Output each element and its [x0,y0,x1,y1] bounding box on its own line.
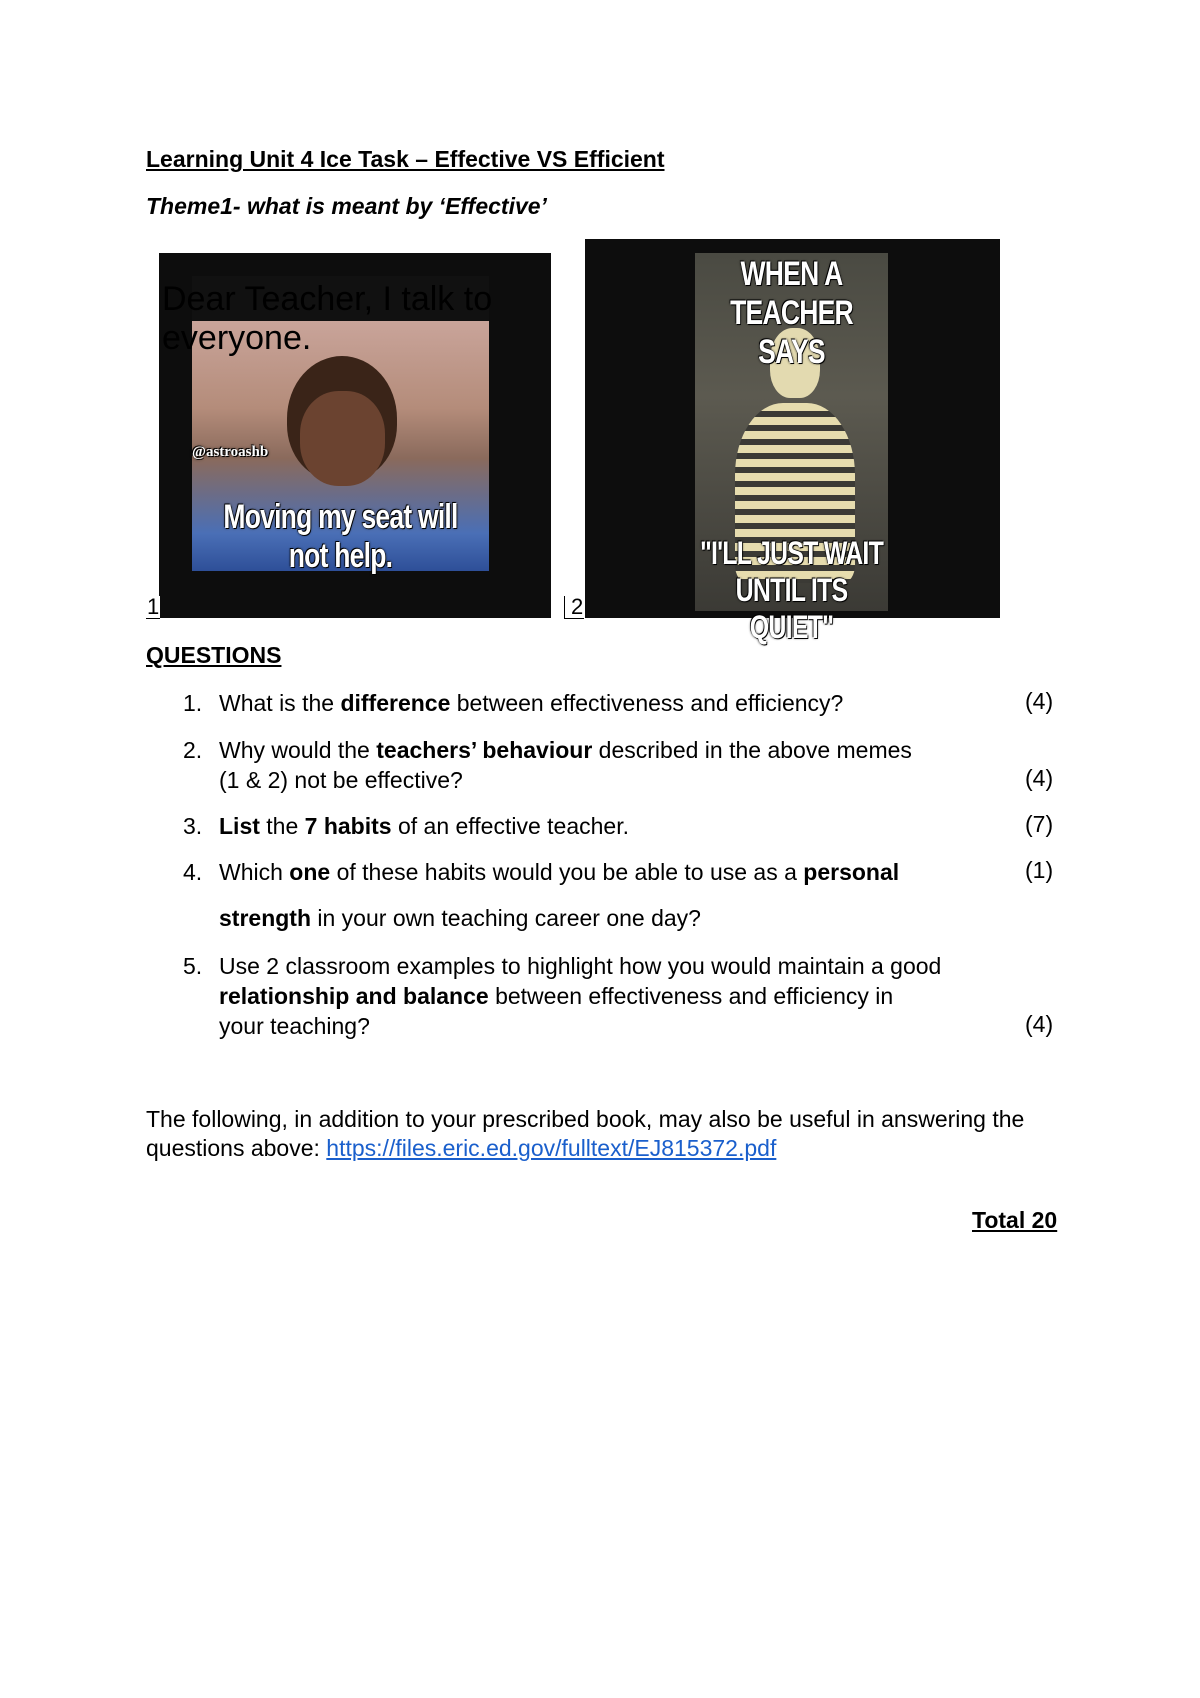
q-text: your teaching? [219,1013,370,1039]
question-2-mark: (4) [1025,765,1054,791]
meme-image-1 [159,253,551,618]
meme-1-watermark: @astroashb [192,444,269,460]
q-text: Use 2 classroom examples to highlight how you would maintain a good [219,953,942,979]
meme-1-bottom-text: Moving my seat will not help. [223,498,458,576]
q-emphasis: List [219,813,260,839]
meme-2-bottom-text: "I'LL JUST WAIT UNTIL ITS QUIET" [699,535,884,645]
question-number: 4. [183,859,203,885]
question-1-mark: (4) [1025,688,1054,714]
q-text: of these habits would you be able to use as a [330,859,804,885]
meme-1-top-text: Dear Teacher, I talk to everyone. [162,280,493,357]
question-number: 5. [183,953,203,979]
meme-2-number: 2 [564,596,584,619]
q-text: between effectiveness and efficiency? [450,690,844,716]
question-5-mark: (4) [1025,1011,1054,1037]
q-emphasis: strength [219,905,311,931]
q-emphasis: 7 habits [304,813,392,839]
q-text: between effectiveness and efficiency in [488,983,894,1009]
q-emphasis: relationship and balance [219,983,489,1009]
q-emphasis: teachers’ behaviour [376,737,593,763]
question-4-mark: (1) [1025,857,1054,883]
question-number: 3. [183,813,203,839]
meme-1-number: 1 [147,594,160,619]
q-emphasis: difference [340,690,451,716]
meme-2-picture [695,253,888,645]
q-text: What is the [219,690,341,716]
q-emphasis: one [289,859,331,885]
resource-link[interactable]: https://files.eric.ed.gov/fulltext/EJ815372.pdf [326,1135,777,1161]
q-text: the [259,813,305,839]
theme-heading: Theme1- what is meant by ‘Effective’ [146,193,547,219]
q-text: described in the above memes [592,737,912,763]
q-text: Why would the [219,737,377,763]
q-text: (1 & 2) not be effective? [219,767,463,793]
questions-heading: QUESTIONS [146,642,282,668]
q-text: Which [219,859,290,885]
resources-paragraph [146,1105,1066,1163]
question-number: 2. [183,737,203,763]
total-marks: Total 20 [972,1207,1058,1233]
document-title: Learning Unit 4 Ice Task – Effective VS Efficient [146,146,665,172]
resources-text: The following, in addition to your prescribed book, may also be useful in answering the questions above: [146,1106,1025,1161]
meme-2-top-text: WHEN A TEACHER SAYS [730,255,853,372]
meme-image-2 [585,239,1000,645]
meme-1-picture [162,276,493,576]
q-text: of an effective teacher. [391,813,629,839]
q-emphasis: personal [803,859,900,885]
question-number: 1. [183,690,203,716]
question-3-mark: (7) [1025,811,1054,837]
q-text: in your own teaching career one day? [311,905,701,931]
